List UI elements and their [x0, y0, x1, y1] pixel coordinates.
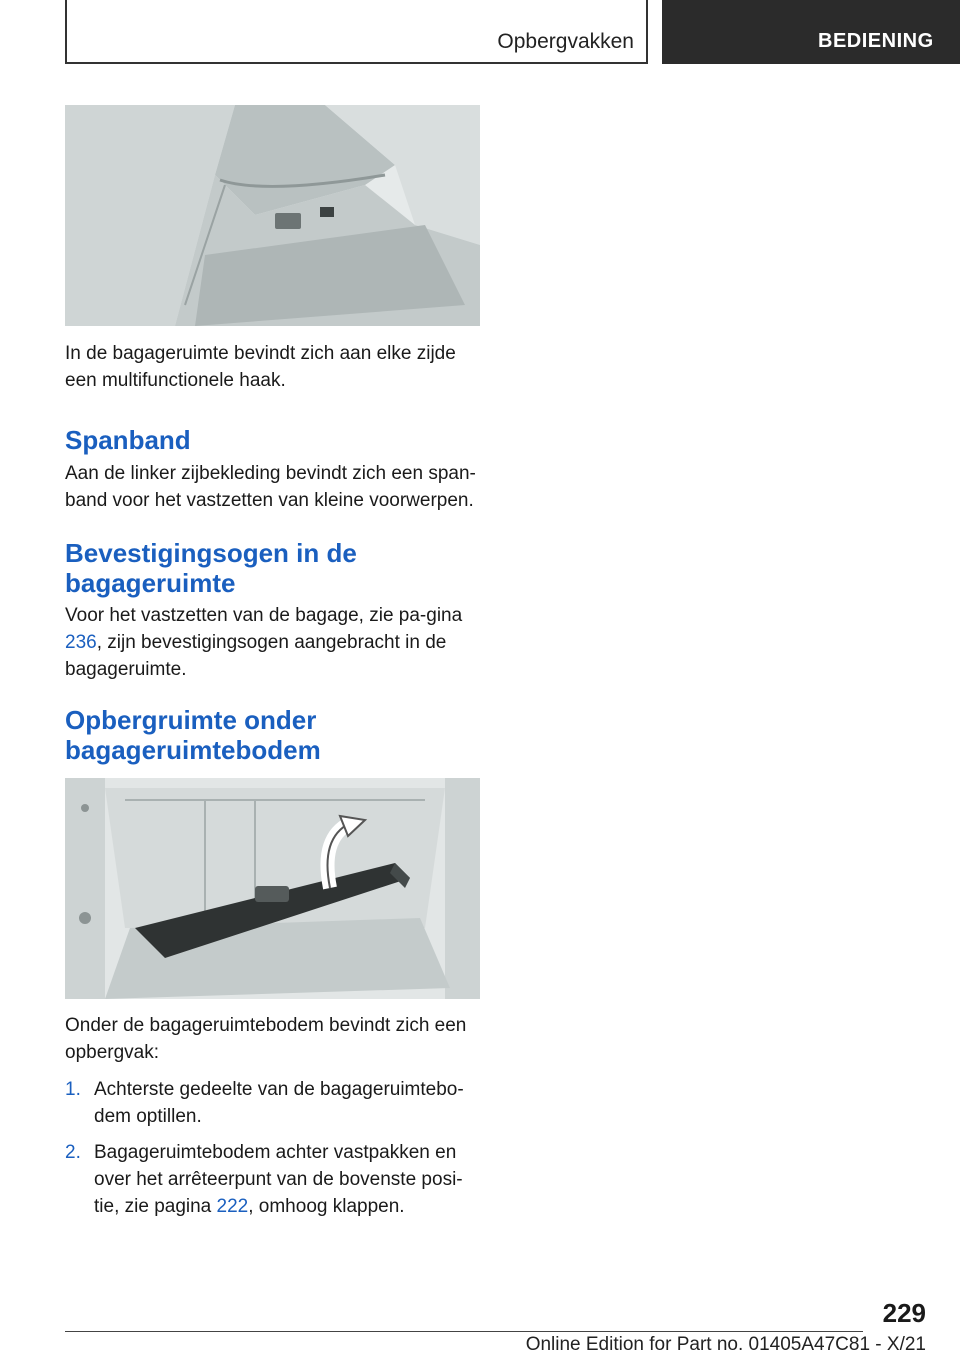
header-section-box — [65, 0, 648, 64]
paragraph-hook: In de bagageruimte bevindt zich aan elke zijde een multifunctionele haak. — [65, 343, 456, 391]
heading-spanband: Spanband — [65, 425, 191, 455]
section-title: Opbergvakken — [497, 30, 634, 53]
footer-divider — [65, 1331, 863, 1332]
chapter-tab[interactable] — [662, 0, 960, 64]
footer-edition: Online Edition for Part no. 01405A47C81 - X/21 — [525, 1334, 926, 1355]
trunk-floor-lift-photo-icon — [65, 778, 480, 999]
page-link-236[interactable]: 236 — [65, 632, 97, 653]
paragraph-spanband: Aan de linker zijbekleding bevindt zich een span‐band voor het vastzetten van kleine voorwerpen. — [65, 463, 476, 511]
list-text: Achterste gedeelte van de bagageruimtebo‐dem optillen. — [94, 1079, 464, 1127]
list-number: 1. — [65, 1079, 81, 1100]
trunk-hook-figure — [65, 105, 480, 326]
list-text-part: Bagageruimtebodem achter vastpakken en over het arrêteerpunt van de bovenste posi‐tie, zie pagina — [94, 1142, 463, 1217]
heading-bevestigingsogen: Bevestigingsogen in de bagageruimte — [65, 538, 357, 598]
paragraph-text: , zijn bevestigingsogen aangebracht in de bagageruimte. — [65, 632, 447, 680]
list-number: 2. — [65, 1142, 81, 1163]
page-link-222[interactable]: 222 — [216, 1196, 249, 1217]
page-number: 229 — [882, 1298, 926, 1328]
trunk-floor-figure — [65, 778, 480, 999]
list-text — [94, 1139, 484, 1220]
heading-opbergruimte: Opbergruimte onder bagageruimtebodem — [65, 705, 321, 765]
paragraph-opbergruimte: Onder de bagageruimtebodem bevindt zich een opbergvak: — [65, 1015, 467, 1063]
list-text-part: , omhoog klappen. — [248, 1196, 405, 1217]
trunk-hook-photo-icon — [65, 105, 480, 326]
paragraph-bevestigingsogen — [65, 602, 485, 683]
paragraph-text: Voor het vastzetten van de bagage, zie pa‐gina — [65, 605, 463, 626]
chapter-title: BEDIENING — [818, 30, 934, 52]
